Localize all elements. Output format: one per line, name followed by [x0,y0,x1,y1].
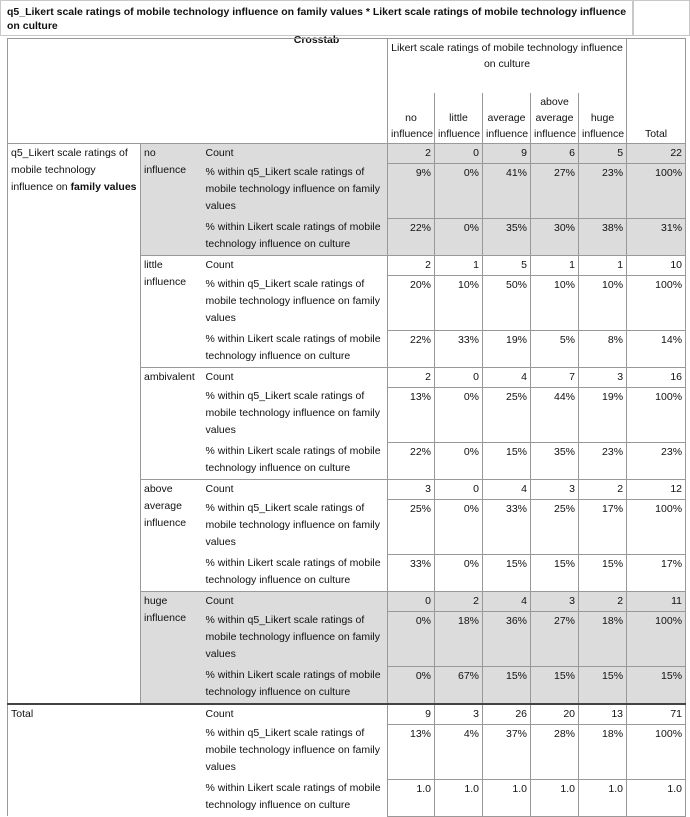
table-cell: 33% [388,554,435,591]
table-cell: 18% [579,724,627,779]
statistic-label: % within q5_Likert scale ratings of mobile technology influence on family values [205,727,381,773]
table-cell: 13 [579,704,627,725]
table-cell: 50% [483,275,531,330]
column-variable-label: Likert scale ratings of mobile technology influence on culture [388,39,627,75]
table-cell: 1.0 [627,779,686,816]
table-cell: 1.0 [435,779,483,816]
table-cell: 19% [483,330,531,367]
crosstab-subtitle: Crosstab [293,34,340,46]
table-cell: 13% [388,387,435,442]
table-cell: 33% [435,330,483,367]
category-label: huge influence [141,591,203,704]
table-cell: 26 [483,704,531,725]
table-cell: 3 [531,591,579,611]
table-cell: 20% [388,275,435,330]
table-cell: 9 [483,143,531,163]
table-cell: 71 [627,704,686,725]
table-cell: 2 [388,367,435,387]
table-cell: 5 [483,255,531,275]
table-cell: 10% [579,275,627,330]
table-cell: 41% [483,163,531,218]
table-cell: 31% [627,218,686,255]
table-cell: 67% [435,666,483,704]
table-cell: 11 [627,591,686,611]
table-cell: 4 [483,367,531,387]
column-header: average influence [483,93,531,144]
statistic-label: % within q5_Likert scale ratings of mobile technology influence on family values [205,390,381,436]
table-cell: 100% [627,611,686,666]
table-cell: 0% [388,611,435,666]
header-spacer [388,75,627,93]
statistic-label: % within Likert scale ratings of mobile technology influence on culture [205,445,381,474]
table-cell: 2 [579,591,627,611]
statistic-label: Count [203,255,388,275]
table-cell: 0% [435,218,483,255]
table-cell: 0 [435,143,483,163]
table-cell: 1.0 [531,779,579,816]
table-cell: 13% [388,724,435,779]
table-cell: 20 [531,704,579,725]
table-cell: 30% [531,218,579,255]
table-cell: 10 [627,255,686,275]
table-cell: 7 [531,367,579,387]
table-cell: 10% [531,275,579,330]
statistic-label: % within Likert scale ratings of mobile technology influence on culture [205,557,381,586]
table-cell: 4 [483,479,531,499]
statistic-label: Count [203,367,388,387]
statistic-label: % within q5_Likert scale ratings of mobile technology influence on family values [203,611,388,666]
table-cell: 5 [579,143,627,163]
category-label: little influence [141,255,203,367]
table-cell: 17% [627,554,686,591]
table-cell: 100% [627,724,686,779]
statistic-label: % within q5_Likert scale ratings of mobile technology influence on family values [205,502,381,548]
statistic-label: % within Likert scale ratings of mobile technology influence on culture [205,333,381,362]
table-row [8,704,686,725]
category-label: ambivalent [141,367,203,479]
statistic-label: % within q5_Likert scale ratings of mobile technology influence on family values [203,163,388,218]
column-header: no influence [388,93,435,144]
table-cell: 37% [483,724,531,779]
table-cell: 22% [388,218,435,255]
table-cell: 0 [435,367,483,387]
table-cell: 100% [627,499,686,554]
table-cell: 17% [579,499,627,554]
table-cell: 23% [579,442,627,479]
table-cell: 1 [531,255,579,275]
category-label: no influence [141,143,203,255]
table-cell: 15% [579,666,627,704]
table-cell: 4 [483,591,531,611]
statistic-label: % within Likert scale ratings of mobile technology influence on culture [203,218,388,255]
table-cell: 1 [579,255,627,275]
table-cell: 1.0 [483,779,531,816]
table-cell: 10% [435,275,483,330]
table-cell: 18% [435,611,483,666]
table-cell: 0% [435,554,483,591]
table-cell: 36% [483,611,531,666]
table-cell: 35% [483,218,531,255]
table-row [8,143,686,163]
table-cell: 25% [531,499,579,554]
table-cell: 100% [627,163,686,218]
empty-corner-cell [633,0,690,36]
table-cell: 25% [483,387,531,442]
table-cell: 19% [579,387,627,442]
column-header: little influence [435,93,483,144]
table-cell: 25% [388,499,435,554]
table-cell: 22% [388,442,435,479]
table-cell: 3 [435,704,483,725]
table-cell: 28% [531,724,579,779]
table-cell: 3 [388,479,435,499]
column-header: above average influence [531,93,579,144]
table-cell: 27% [531,611,579,666]
table-cell: 38% [579,218,627,255]
table-cell: 15% [579,554,627,591]
total-column-header: Total [627,39,686,144]
statistic-label: Count [203,479,388,499]
table-cell: 15% [483,554,531,591]
table-cell: 15% [627,666,686,704]
table-cell: 4% [435,724,483,779]
table-cell: 1.0 [579,779,627,816]
row-variable-label [8,143,141,704]
table-cell: 0% [388,666,435,704]
crosstab-title: q5_Likert scale ratings of mobile technology influence on family values * Likert scale ratings of mobile technology influence on culture [7,6,627,32]
table-cell: 15% [531,554,579,591]
table-cell: 18% [579,611,627,666]
table-cell: 2 [435,591,483,611]
table-cell: 14% [627,330,686,367]
table-cell: 0% [435,442,483,479]
table-cell: 15% [531,666,579,704]
table-cell: 0% [435,499,483,554]
table-cell: 8% [579,330,627,367]
table-cell: 22 [627,143,686,163]
total-row-label: Total [8,704,203,817]
crosstab-title-bar [0,0,633,46]
category-label: above average influence [141,479,203,591]
row-variable-bold-text: family values [70,180,137,193]
table-cell: 9% [388,163,435,218]
statistic-label: % within Likert scale ratings of mobile technology influence on culture [203,666,388,704]
table-cell: 33% [483,499,531,554]
statistic-label: Count [203,143,388,163]
table-cell: 16 [627,367,686,387]
table-cell: 2 [579,479,627,499]
table-cell: 9 [388,704,435,725]
table-cell: 2 [388,143,435,163]
table-cell: 0% [435,387,483,442]
table-cell: 100% [627,275,686,330]
table-cell: 1 [435,255,483,275]
table-cell: 3 [579,367,627,387]
table-cell: 6 [531,143,579,163]
table-cell: 27% [531,163,579,218]
header-blank [8,39,388,144]
column-header: huge influence [579,93,627,144]
table-cell: 1.0 [388,779,435,816]
table-cell: 15% [483,442,531,479]
table-cell: 0 [388,591,435,611]
crosstab-table [7,38,686,817]
table-cell: 12 [627,479,686,499]
table-cell: 22% [388,330,435,367]
statistic-label: Count [203,704,388,725]
statistic-label: % within Likert scale ratings of mobile technology influence on culture [205,782,381,811]
row-variable-text: q5_Likert scale ratings of mobile technology influence on [11,146,128,193]
table-cell: 5% [531,330,579,367]
table-cell: 0 [435,479,483,499]
table-cell: 23% [579,163,627,218]
table-cell: 0% [435,163,483,218]
table-cell: 23% [627,442,686,479]
table-cell: 15% [483,666,531,704]
table-cell: 35% [531,442,579,479]
statistic-label: % within q5_Likert scale ratings of mobile technology influence on family values [205,278,381,324]
table-cell: 2 [388,255,435,275]
table-cell: 100% [627,387,686,442]
table-cell: 3 [531,479,579,499]
statistic-label: Count [203,591,388,611]
table-cell: 44% [531,387,579,442]
